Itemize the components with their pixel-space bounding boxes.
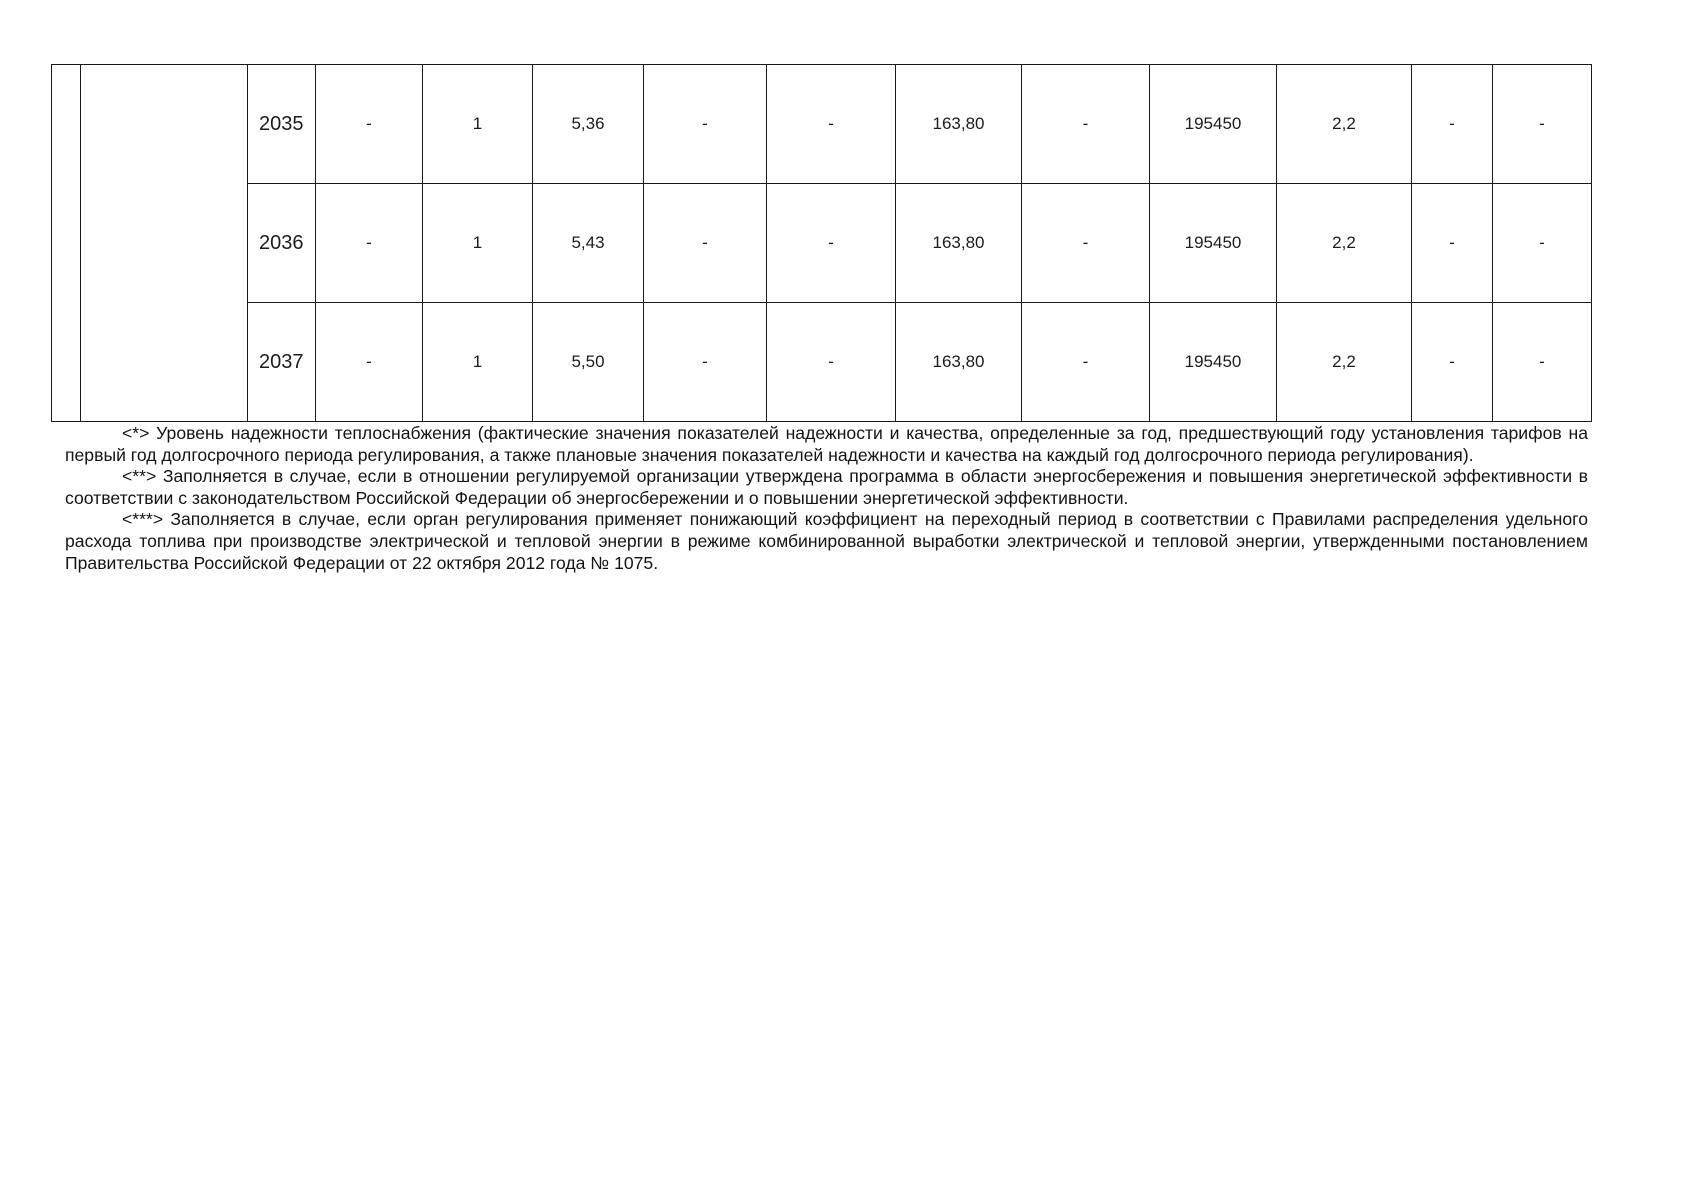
- footnote-reliability: <*> Уровень надежности теплоснабжения (фактические значения показателей надежности и качества, определенные за год, предшествующий году установления тарифов на первый год долгосрочного периода регулирования, а также плановые значения показателей надежности и качества на каждый год долгосрочного периода регулирования).: [65, 423, 1588, 465]
- indicators-table: [51, 64, 1592, 422]
- table-cell: -: [644, 65, 767, 184]
- year-cell: 2035: [248, 65, 316, 184]
- table-cell: 2,2: [1277, 65, 1412, 184]
- year-cell: 2037: [248, 303, 316, 422]
- table-cell: 5,43: [533, 184, 644, 303]
- table-cell: 5,50: [533, 303, 644, 422]
- table-cell: 2,2: [1277, 303, 1412, 422]
- table-cell: -: [316, 303, 423, 422]
- table-row: [52, 303, 1592, 422]
- table-cell: -: [1493, 184, 1592, 303]
- table-cell: 2,2: [1277, 184, 1412, 303]
- table-cell: 195450: [1150, 65, 1277, 184]
- table-cell: 1: [423, 184, 533, 303]
- table-cell: 5,36: [533, 65, 644, 184]
- footnotes: [65, 423, 1588, 574]
- table-cell: 1: [423, 65, 533, 184]
- table-row: [52, 184, 1592, 303]
- table-cell: -: [644, 303, 767, 422]
- table-cell: -: [1493, 303, 1592, 422]
- table-cell: -: [1022, 65, 1150, 184]
- name-cell: [81, 65, 248, 422]
- footnote-reduction-coefficient: <***> Заполняется в случае, если орган регулирования применяет понижающий коэффициент на переходный период в соответствии с Правилами распределения удельного расхода топлива при производстве электрической и тепловой энергии в режиме комбинированной выработки электрической и тепловой энергии, утвержденными постановлением Правительства Российской Федерации от 22 октября 2012 года № 1075.: [65, 509, 1588, 573]
- table-cell: -: [1022, 303, 1150, 422]
- footnote-energy-saving: <**> Заполняется в случае, если в отношении регулируемой организации утверждена программа в области энергосбережения и повышения энергетической эффективности в соответствии с законодательством Российской Федерации об энергосбережении и о повышении энергетической эффективности.: [65, 466, 1588, 508]
- table-cell: 163,80: [896, 303, 1022, 422]
- table-row: [52, 65, 1592, 184]
- table-cell: -: [767, 184, 896, 303]
- table-cell: 163,80: [896, 184, 1022, 303]
- table-cell: -: [316, 184, 423, 303]
- table-cell: -: [1412, 65, 1493, 184]
- table-cell: -: [767, 65, 896, 184]
- table-cell: 1: [423, 303, 533, 422]
- table-cell: 195450: [1150, 184, 1277, 303]
- table-cell: -: [1412, 184, 1493, 303]
- table-cell: -: [316, 65, 423, 184]
- table-cell: -: [767, 303, 896, 422]
- table-cell: 195450: [1150, 303, 1277, 422]
- table-cell: -: [1412, 303, 1493, 422]
- table-cell: -: [1493, 65, 1592, 184]
- year-cell: 2036: [248, 184, 316, 303]
- index-cell: [52, 65, 81, 422]
- table-cell: -: [644, 184, 767, 303]
- table-cell: 163,80: [896, 65, 1022, 184]
- table-cell: -: [1022, 184, 1150, 303]
